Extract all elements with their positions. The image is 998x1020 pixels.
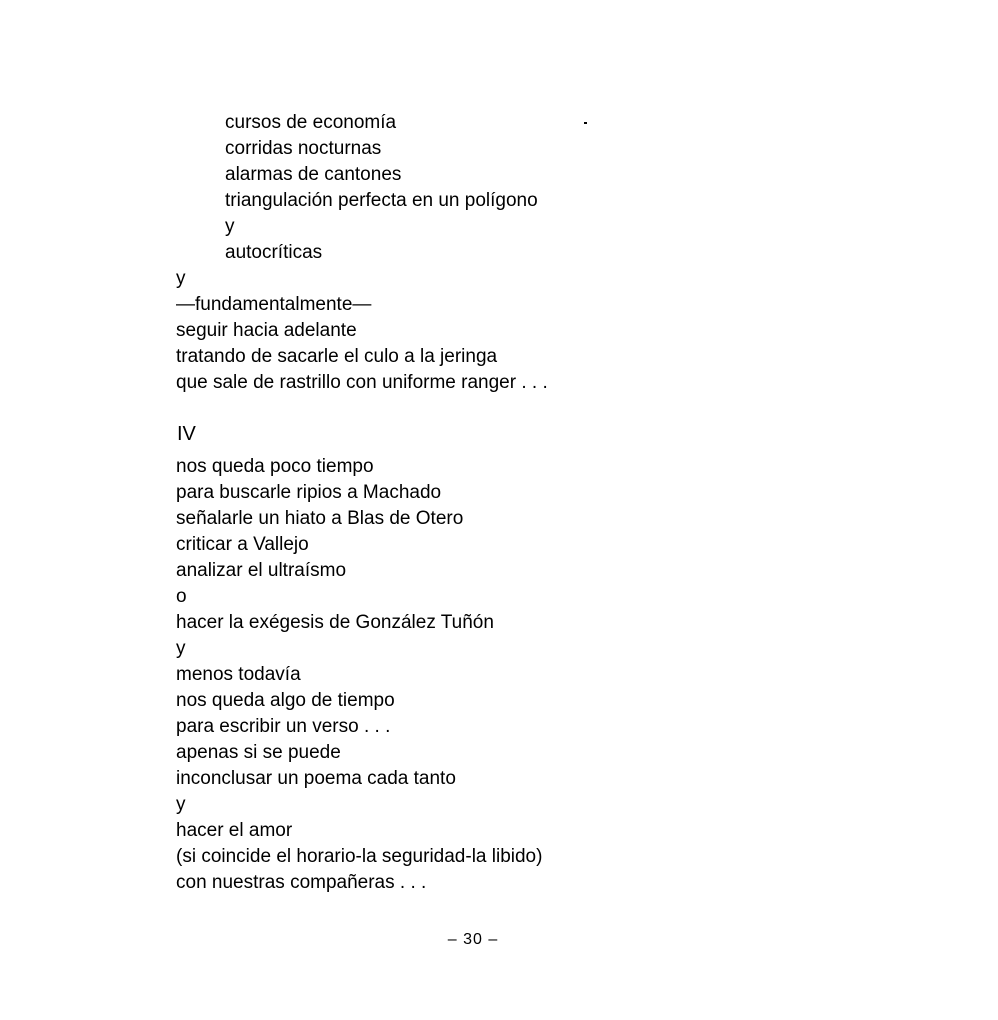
page-number: – 30 – (447, 931, 499, 948)
poem-line: y (176, 268, 186, 289)
poem-line: y (225, 216, 235, 237)
poem-line: nos queda poco tiempo (176, 456, 374, 477)
poem-line: autocríticas (225, 242, 323, 263)
poem-line: o (176, 586, 187, 607)
poem-line: apenas si se puede (176, 742, 341, 763)
poem-line: que sale de rastrillo con uniforme ranger . . . (176, 372, 548, 393)
poem-line: y (176, 794, 186, 815)
stray-ink-mark (584, 122, 587, 124)
poem-line: triangulación perfecta en un polígono (225, 190, 538, 211)
poem-line: y (176, 638, 186, 659)
continuation-stanza (176, 266, 548, 396)
poem-line: (si coincide el horario-la seguridad-la libido) (176, 846, 543, 867)
poem-line: tratando de sacarle el culo a la jeringa (176, 346, 498, 367)
poem-line: hacer el amor (176, 820, 293, 841)
poem-line: corridas nocturnas (225, 138, 382, 159)
poem-line: hacer la exégesis de González Tuñón (176, 612, 494, 633)
poem-line: —fundamentalmente— (176, 294, 372, 315)
poem-line: inconclusar un poema cada tanto (176, 768, 456, 789)
poem-line: señalarle un hiato a Blas de Otero (176, 508, 464, 529)
poem-line: criticar a Vallejo (176, 534, 309, 555)
poem-line: seguir hacia adelante (176, 320, 357, 341)
poem-line: analizar el ultraísmo (176, 560, 347, 581)
section-heading: IV (177, 423, 196, 445)
poem-line: para buscarle ripios a Machado (176, 482, 442, 503)
section-iv-stanza (176, 454, 542, 896)
poem-line: nos queda algo de tiempo (176, 690, 395, 711)
poem-line: menos todavía (176, 664, 301, 685)
indented-stanza (225, 110, 538, 266)
poem-line: alarmas de cantones (225, 164, 402, 185)
poem-line: con nuestras compañeras . . . (176, 872, 427, 893)
poem-line: para escribir un verso . . . (176, 716, 391, 737)
poem-line: cursos de economía (225, 112, 397, 133)
